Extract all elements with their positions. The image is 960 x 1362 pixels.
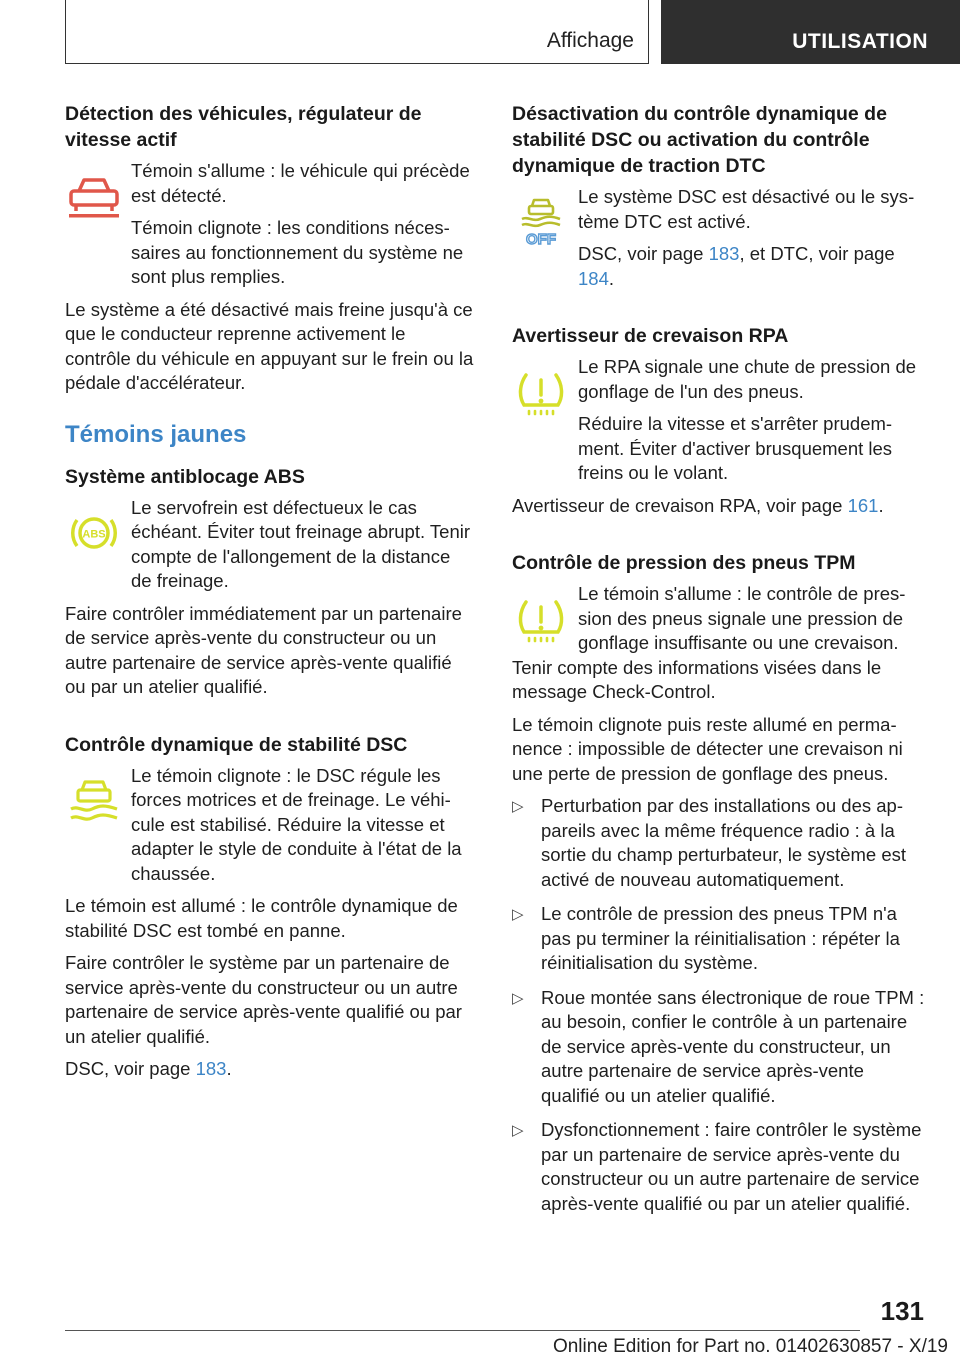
heading-yellow-indicators: Témoins jaunes: [65, 420, 247, 448]
tpm-text-2: Le témoin clignote puis reste allumé en permanence : impossible de détecter une crevaison ni une perte de pression de gonflage des pneus.: [512, 713, 903, 784]
vehicle-detection-text-2: Témoin clignote : les conditions nécessaires au fonctionnement du système ne sont plus remplies.: [131, 217, 464, 287]
abs-icon: [65, 508, 123, 558]
header-chapter-title: UTILISATION: [792, 30, 928, 53]
dsc-page-link[interactable]: 183: [195, 1058, 227, 1079]
tpm-bullet-list: [512, 794, 926, 1216]
rpa-text-2: Réduire la vitesse et s'arrêter prudemment. Éviter d'activer brusquement les freins ou le volant.: [578, 413, 893, 483]
abs-text-2: Faire contrôler immédiatement par un partenaire de service après-vente du constructeur ou un autre partenaire de service après-vente qualifié ou par un atelier qualifié.: [65, 602, 462, 697]
footer-edition: Online Edition for Part no. 01402630857 - X/19: [552, 1336, 948, 1357]
bullet-triangle-icon: ▷: [512, 906, 524, 923]
footer-divider: [65, 1330, 860, 1331]
list-item: ▷ Perturbation par des installations ou des appareils avec la même fréquence radio : à la sortie du champ perturbateur, le système est activé de nouveau automatiquement.: [512, 795, 907, 890]
heading-abs: Système antiblocage ABS: [65, 465, 305, 488]
dsc-car-icon: [65, 776, 123, 826]
svg-text:ABS: ABS: [82, 528, 106, 540]
dsc-off-icon: [512, 197, 570, 247]
tpm-text-1: Le témoin s'allume : le contrôle de pression des pneus signale une pression de gonflage insuffisante ou une crevaison. Tenir compte des informations visées dans le message Check-Control.: [512, 583, 906, 702]
heading-rpa: Avertisseur de crevaison RPA: [512, 325, 789, 347]
tire-pressure-icon-rpa: [512, 367, 570, 417]
list-item: ▷ Le contrôle de pression des pneus TPM n'a pas pu terminer la réinitialisation : répéter la réinitialisation du système.: [512, 903, 900, 973]
dsc-text-3: Faire contrôler le système par un partenaire de service après-vente du constructeur ou un autre partenaire de service après-vente qualifié ou par un atelier qualifié.: [65, 952, 462, 1047]
tire-pressure-icon-tpm: [512, 594, 570, 644]
abs-text-1: Le servofrein est défectueux le cas échéant. Éviter tout freinage abrupt. Tenir compte de l'allongement de la distance de freinage.: [131, 496, 471, 591]
header-chapter-box: [661, 0, 960, 64]
dsc-off-reference: DSC, voir page 183, et DTC, voir page 184.: [578, 243, 895, 289]
heading-dsc: Contrôle dynamique de stabilité DSC: [65, 733, 408, 756]
svg-text:OFF: OFF: [526, 231, 556, 247]
rpa-text-1: Le RPA signale une chute de pression de gonflage de l'un des pneus.: [578, 356, 917, 402]
vehicle-detection-text-1: Témoin s'allume : le véhicule qui précède est détecté.: [131, 160, 470, 206]
dsc-text-1: Le témoin clignote : le DSC régule les forces motrices et de freinage. Le véhicule est stabilisé. Réduire la vitesse et adapter le style de conduite à l'état de la chaussée.: [131, 764, 462, 884]
list-item: ▷ Dysfonctionnement : faire contrôler le système par un partenaire de service après-vente du constructeur ou un autre partenaire de service après-vente qualifié ou par un atelier qualifié.: [512, 1119, 922, 1214]
header-section-box: [65, 0, 649, 64]
dsc-text-2: Le témoin est allumé : le contrôle dynamique de stabilité DSC est tombé en panne.: [65, 895, 458, 941]
bullet-triangle-icon: ▷: [512, 798, 524, 815]
heading-tpm: Contrôle de pression des pneus TPM: [512, 552, 856, 574]
car-front-icon: [65, 171, 123, 221]
rpa-page-link[interactable]: 161: [847, 494, 879, 516]
heading-vehicle-detection: Détection des véhicules, régulateur de vitesse actif: [65, 103, 422, 151]
left-column: [65, 101, 475, 1090]
dsc-off-text-1: Le système DSC est désactivé ou le système DTC est activé.: [578, 186, 915, 232]
vehicle-detection-text-3: Le système a été désactivé mais freine jusqu'à ce que le conducteur reprenne activement le contrôle du véhicule en appuyant sur le frein ou la pédale d'accélérateur.: [65, 298, 474, 393]
dsc-page-reference: DSC, voir page 183.: [65, 1058, 232, 1079]
page-number: 131: [880, 1296, 924, 1326]
header-section-title: Affichage: [546, 29, 634, 52]
rpa-page-reference: Avertisseur de crevaison RPA, voir page 161.: [512, 494, 884, 516]
bullet-triangle-icon: ▷: [512, 989, 524, 1007]
dsc-page-link-2[interactable]: 183: [708, 243, 740, 264]
dtc-page-link[interactable]: 184: [578, 267, 609, 289]
bullet-triangle-icon: ▷: [512, 1122, 524, 1139]
heading-dsc-off: Désactivation du contrôle dynamique de stabilité DSC ou activation du contrôle dynamique de traction DTC: [512, 103, 887, 177]
right-column: [512, 101, 926, 1226]
list-item: ▷ Roue montée sans électronique de roue TPM : au besoin, confier le contrôle à un partenaire de service après-vente du constructeur, un autre partenaire de service après-vente qualifié ou un atelier qualifié.: [512, 986, 925, 1106]
